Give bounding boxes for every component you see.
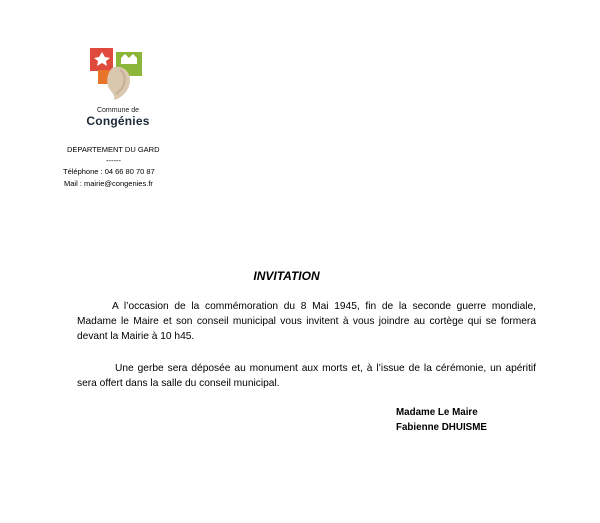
commune-logo: [82, 44, 154, 134]
contact-block: [58, 144, 188, 189]
logo-commune-name: Congénies: [86, 114, 150, 128]
invitation-paragraph-1: A l’occasion de la commémoration du 8 Mai 1945, fin de la seconde guerre mondiale, Madame le Maire et son conseil municipal vous invitent à vous joindre au cortège qui se formera devant la Mairie à 10 h45.: [77, 301, 536, 342]
logo-caption: Commune de: [96, 107, 140, 114]
signature-block: [396, 405, 487, 435]
document-title: INVITATION: [253, 269, 320, 283]
phone-text: Téléphone : 04 66 80 70 87: [63, 167, 155, 177]
logo-emblem-icon: [86, 44, 150, 106]
invitation-paragraph-2: Une gerbe sera déposée au monument aux morts et, à l’issue de la cérémonie, un apéritif sera offert dans la salle du conseil municipal.: [77, 363, 536, 389]
signature-role: Madame Le Maire: [396, 407, 478, 418]
signature-name: Fabienne DHUISME: [396, 422, 487, 433]
contact-separator: ------: [106, 156, 121, 166]
department-label: DEPARTEMENT DU GARD: [67, 145, 160, 154]
mail-text: Mail : mairie@congenies.fr: [64, 178, 153, 188]
